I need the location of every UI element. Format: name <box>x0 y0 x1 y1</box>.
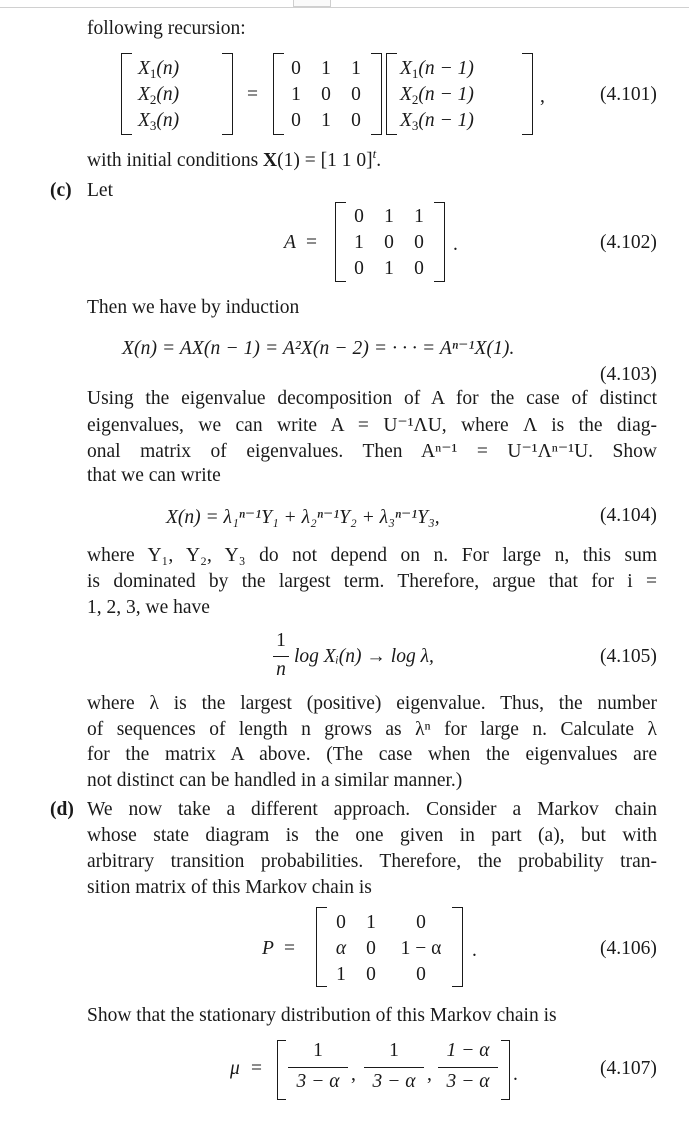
lhs-left-bracket <box>121 53 132 135</box>
equation-number: (4.101) <box>600 84 657 105</box>
rhs-right-bracket <box>522 53 533 135</box>
m101-cell: 1 <box>321 110 331 131</box>
fraction-bar <box>273 656 289 657</box>
equation-number: (4.105) <box>600 646 657 667</box>
lhs-x2: $X_2(n)$ <box>138 84 180 107</box>
fraction-denominator: 3 − α <box>446 1071 490 1092</box>
matrix-left-bracket <box>273 53 284 135</box>
part-d-label: (d) <box>50 799 74 820</box>
paragraph-line: eigenvalues, we can write A = U⁻¹ΛU, where Λ is the diag- <box>87 415 657 436</box>
fraction-bar <box>438 1067 498 1068</box>
lhs-x3: $X_3(n)$ <box>138 110 180 133</box>
lhs-right-bracket <box>222 53 233 135</box>
fraction-bar <box>288 1067 348 1068</box>
m106-cell: 0 <box>366 938 376 959</box>
eq102-equals: = <box>306 232 317 253</box>
lhs-x1: $X_1(n)$ <box>138 58 180 81</box>
intro-text: following recursion: <box>87 18 246 39</box>
matrix-right-bracket <box>434 202 445 282</box>
eq107-var: μ <box>230 1058 240 1079</box>
equation-4-104: X(n) = λ₁ⁿ⁻¹Y₁ + λ₂ⁿ⁻¹Y₂ + λ₃ⁿ⁻¹Y₃, <box>166 507 440 528</box>
eq107-comma: , <box>427 1064 432 1085</box>
fraction-numerator: 1 <box>313 1040 323 1061</box>
vector-right-bracket <box>501 1040 510 1100</box>
initial-conditions: with initial conditions X(1) = [1 1 0]$^t$. <box>87 146 382 171</box>
paragraph-line: arbitrary transition probabilities. Therefore, the probability tran- <box>87 851 657 872</box>
m106-cell: 0 <box>416 912 426 933</box>
paragraph-line: onal matrix of eigenvalues. Then Aⁿ⁻¹ = U⁻¹Λⁿ⁻¹U. Show <box>87 441 657 462</box>
paragraph-line: Using the eigenvalue decomposition of A for the case of distinct <box>87 388 657 409</box>
m101-cell: 0 <box>321 84 331 105</box>
paragraph-line: is dominated by the largest term. Therefore, argue that for i = <box>87 571 657 592</box>
matrix-right-bracket <box>452 907 463 987</box>
paragraph-line: not distinct can be handled in a similar manner.) <box>87 770 463 791</box>
m102-cell: 1 <box>414 206 424 227</box>
paragraph-line: where Y₁, Y₂, Y₃ do not depend on n. For large n, this sum <box>87 545 657 566</box>
rhs-left-bracket <box>386 53 397 135</box>
fraction-denominator: n <box>276 659 286 680</box>
matrix-left-bracket <box>316 907 327 987</box>
m101-cell: 1 <box>321 58 331 79</box>
equation-number: (4.106) <box>600 938 657 959</box>
paragraph-line: where λ is the largest (positive) eigenvalue. Thus, the number <box>87 693 657 714</box>
eq106-period: . <box>472 940 477 961</box>
m101-cell: 0 <box>291 58 301 79</box>
m102-cell: 0 <box>354 206 364 227</box>
eq106-var: P <box>262 938 274 959</box>
m102-cell: 0 <box>354 258 364 279</box>
equation-number: (4.104) <box>600 505 657 526</box>
m106-cell: α <box>335 938 347 959</box>
paragraph-line: of sequences of length n grows as λⁿ for large n. Calculate λ <box>87 719 657 740</box>
rhs-x1: $X_1(n - 1)$ <box>400 58 474 81</box>
paragraph-line: whose state diagram is the one given in part (a), but with <box>87 825 657 846</box>
eq107-period: . <box>513 1064 518 1085</box>
paragraph-line: that we can write <box>87 465 221 486</box>
eq101-equals: = <box>247 84 258 105</box>
fraction-numerator: 1 <box>276 630 286 651</box>
m106-cell: 1 <box>366 912 376 933</box>
fraction-numerator: 1 <box>389 1040 399 1061</box>
m102-cell: 1 <box>354 232 364 253</box>
m102-cell: 1 <box>384 206 394 227</box>
m106-cell: 0 <box>366 964 376 985</box>
paragraph-line: We now take a different approach. Consider a Markov chain <box>87 799 657 820</box>
m102-cell: 0 <box>414 232 424 253</box>
eq102-period: . <box>453 234 458 255</box>
equation-4-103: X(n) = AX(n − 1) = A²X(n − 2) = · · · = Aⁿ⁻¹X(1). <box>122 338 515 359</box>
part-c-let: Let <box>87 180 113 201</box>
induction-text: Then we have by induction <box>87 297 300 318</box>
page-top-border <box>0 7 689 8</box>
m101-cell: 0 <box>351 110 361 131</box>
m102-cell: 0 <box>384 232 394 253</box>
eq106-equals: = <box>284 938 295 959</box>
rhs-x3: $X_3(n - 1)$ <box>400 110 474 133</box>
eq102-var: A <box>284 232 296 253</box>
m101-cell: 1 <box>291 84 301 105</box>
fraction-numerator: 1 − α <box>446 1040 490 1061</box>
m106-cell: 1 <box>336 964 346 985</box>
equation-number: (4.107) <box>600 1058 657 1079</box>
stationary-text: Show that the stationary distribution of this Markov chain is <box>87 1005 557 1026</box>
matrix-right-bracket <box>371 53 382 135</box>
m101-cell: 1 <box>351 58 361 79</box>
page-tab <box>293 0 331 7</box>
fraction-denominator: 3 − α <box>372 1071 416 1092</box>
equation-number: (4.103) <box>600 364 657 385</box>
m106-cell: 0 <box>336 912 346 933</box>
matrix-left-bracket <box>335 202 346 282</box>
eq101-comma: , <box>540 86 545 107</box>
paragraph-line: sition matrix of this Markov chain is <box>87 877 372 898</box>
equation-number: (4.102) <box>600 232 657 253</box>
m101-cell: 0 <box>351 84 361 105</box>
m106-cell: 0 <box>416 964 426 985</box>
eq105-expression: log Xᵢ(n) → log λ, <box>294 646 434 667</box>
m106-cell: 1 − α <box>400 938 442 959</box>
part-c-label: (c) <box>50 180 72 201</box>
eq107-comma: , <box>351 1064 356 1085</box>
rhs-x2: $X_2(n - 1)$ <box>400 84 474 107</box>
paragraph-line: for the matrix A above. (The case when the eigenvalues are <box>87 744 657 765</box>
m101-cell: 0 <box>291 110 301 131</box>
vector-left-bracket <box>277 1040 286 1100</box>
m102-cell: 1 <box>384 258 394 279</box>
paragraph-line: 1, 2, 3, we have <box>87 597 210 618</box>
eq107-equals: = <box>251 1058 262 1079</box>
m102-cell: 0 <box>414 258 424 279</box>
fraction-bar <box>364 1067 424 1068</box>
fraction-denominator: 3 − α <box>296 1071 340 1092</box>
